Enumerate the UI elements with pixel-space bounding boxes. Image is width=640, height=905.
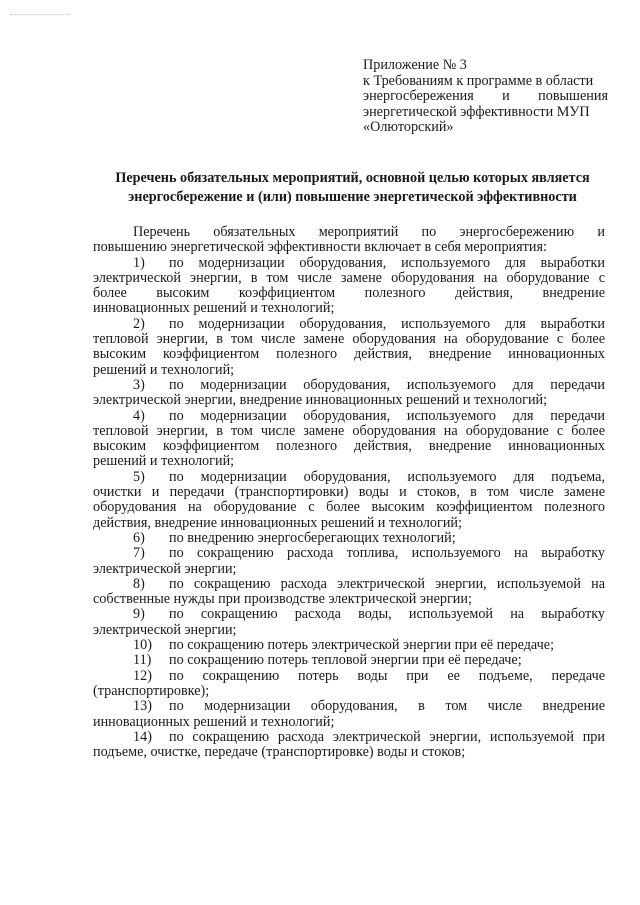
list-item-text: по модернизации оборудования, используемого для передачи <box>169 407 605 424</box>
list-item <box>93 730 605 745</box>
list-item-continuation: электрической энергии, в том числе замене оборудования на оборудование с <box>93 269 605 286</box>
list-item <box>93 669 605 684</box>
appendix-header <box>363 58 608 136</box>
list-item-text: по модернизации оборудования, используемого для подъема, <box>169 468 605 485</box>
list-item-number: 2) <box>133 315 145 332</box>
list-item-continuation: оборудования на оборудование с более высоким коэффициентом полезного <box>93 499 605 516</box>
list-item-continuation: решений и технологий; <box>93 453 235 470</box>
list-item-text: по сокращению потерь тепловой энергии при её передаче; <box>169 652 522 669</box>
list-item-continuation: тепловой энергии, в том числе замене оборудования на оборудование с более <box>93 331 605 348</box>
list-item-number: 3) <box>133 376 145 393</box>
list-item <box>93 607 605 622</box>
list-item-number: 1) <box>133 254 145 271</box>
list-item-text: по модернизации оборудования, используемого для выработки <box>169 315 605 332</box>
list-item <box>93 470 605 485</box>
title-line: энергосбережение и (или) повышение энергетической эффективности <box>128 189 577 205</box>
list-item-text: по сокращению потерь электрической энергии при её передаче; <box>169 637 555 654</box>
list-item-continuation: подъеме, очистке, передаче (транспортировке) воды и стоков; <box>93 744 466 761</box>
appendix-org-name: «Олюторский» <box>363 119 454 136</box>
list-item-number: 7) <box>133 545 145 562</box>
list-item-continuation: инновационных решений и технологий; <box>93 713 335 730</box>
list-item-number: 11) <box>133 652 152 669</box>
list-item-text: по модернизации оборудования, в том числе внедрение <box>169 698 605 715</box>
list-item-text: по внедрению энергосберегающих технологий; <box>169 529 456 546</box>
list-item <box>93 638 605 653</box>
list-item-text: по сокращению расхода электрической энергии, используемой на <box>169 575 605 592</box>
intro-line: повышению энергетической эффективности включает в себя мероприятия: <box>93 239 547 256</box>
appendix-ref-line: к Требованиям к программе в области <box>363 72 594 89</box>
list-item <box>93 699 605 714</box>
list-item <box>93 378 605 393</box>
list-item-text: по сокращению потерь воды при ее подъеме, передаче <box>169 667 605 684</box>
document-title <box>95 169 610 207</box>
list-item <box>93 577 605 592</box>
appendix-number: Приложение № 3 <box>363 57 467 73</box>
list-item <box>93 409 605 424</box>
list-item-number: 14) <box>133 728 152 745</box>
list-item-continuation: очистки и передачи (транспортировки) воды и стоков, в том числе замене <box>93 484 605 501</box>
list-item-number: 12) <box>133 667 152 684</box>
list-item-text: по сокращению расхода воды, используемой на выработку <box>169 606 605 623</box>
list-item-continuation: действия, внедрение инновационных решений и технологий; <box>93 514 462 531</box>
list-item-continuation: решений и технологий; <box>93 361 235 378</box>
list-item-continuation: электрической энергии, внедрение инновационных решений и технологий; <box>93 392 548 409</box>
list-item-text: по сокращению расхода электрической энергии, используемой при <box>169 728 605 745</box>
list-item-continuation: более высоким коэффициентом полезного действия, внедрение <box>93 285 605 302</box>
appendix-ref-line: энергосбережения и повышения <box>363 88 608 105</box>
list-item <box>93 531 605 546</box>
intro-line: Перечень обязательных мероприятий по энергосбережению и <box>133 224 605 240</box>
list-item-continuation: собственные нужды при производстве электрической энергии; <box>93 591 472 608</box>
appendix-ref-line: энергетической эффективности МУП <box>363 103 590 120</box>
list-item-number: 4) <box>133 407 145 424</box>
list-item-text: по сокращению расхода топлива, используемого на выработку <box>169 545 605 562</box>
list-item-text: по модернизации оборудования, используемого для выработки <box>169 254 605 271</box>
list-item <box>93 317 605 332</box>
list-item-text: по модернизации оборудования, используемого для передачи <box>169 376 605 393</box>
list-item-number: 5) <box>133 468 145 485</box>
document-body <box>93 225 605 760</box>
list-item-number: 9) <box>133 606 145 623</box>
list-item <box>93 546 605 561</box>
list-item-number: 8) <box>133 575 145 592</box>
list-item-continuation: электрической энергии; <box>93 621 237 638</box>
list-item-continuation: тепловой энергии, в том числе замене оборудования на оборудование с более <box>93 422 605 439</box>
list-item <box>93 653 605 668</box>
list-item-number: 13) <box>133 698 152 715</box>
scan-artifact <box>10 14 70 19</box>
list-item-continuation: высоким коэффициентом полезного действия, внедрение инновационных <box>93 438 605 455</box>
list-item-continuation: электрической энергии; <box>93 560 237 577</box>
list-item <box>93 256 605 271</box>
list-item-continuation: (транспортировке); <box>93 682 210 699</box>
list-item-continuation: инновационных решений и технологий; <box>93 300 335 317</box>
list-item-number: 6) <box>133 529 145 546</box>
title-line: Перечень обязательных мероприятий, основной целью которых является <box>115 170 590 186</box>
list-item-number: 10) <box>133 637 152 654</box>
list-item-continuation: высоким коэффициентом полезного действия, внедрение инновационных <box>93 346 605 363</box>
